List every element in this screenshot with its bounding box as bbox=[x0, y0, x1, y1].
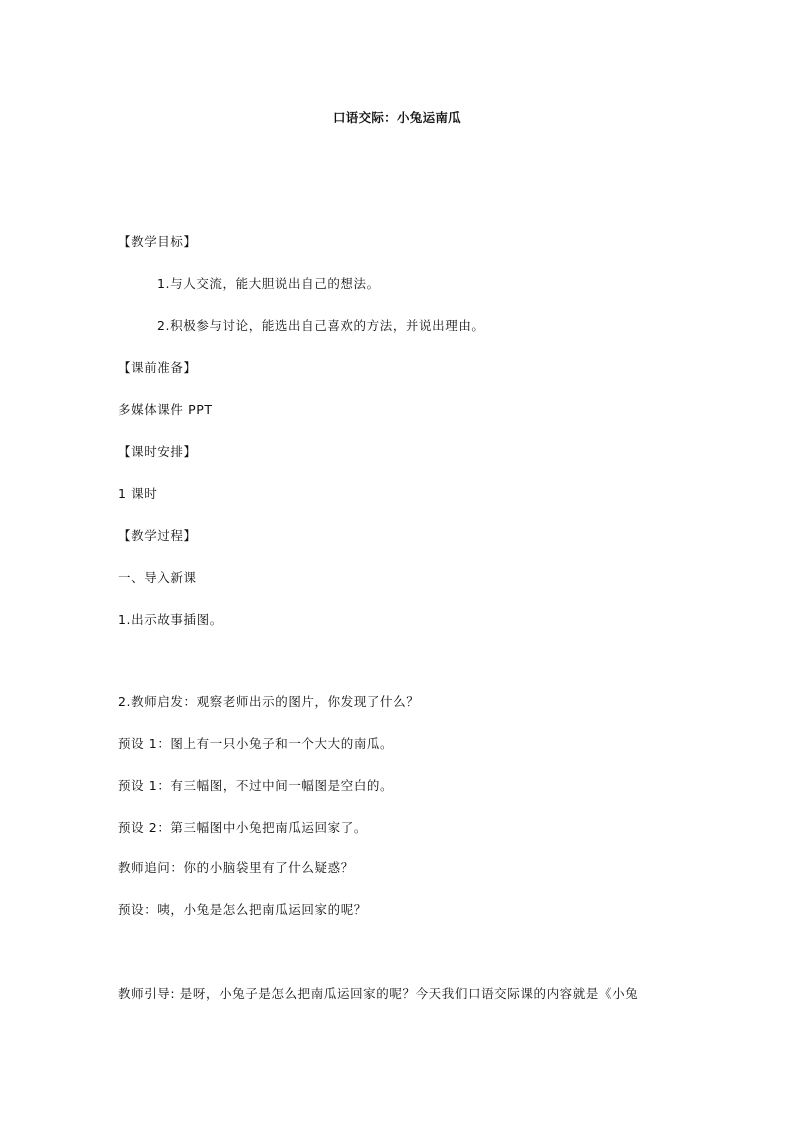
paragraph-line: 教师追问：你的小脑袋里有了什么疑惑？ bbox=[118, 860, 354, 875]
paragraph-line: 预设 1：有三幅图，不过中间一幅图是空白的。 bbox=[118, 778, 394, 793]
paragraph-line: 1.出示故事插图。 bbox=[118, 612, 223, 627]
document-title: 口语交际：小兔运南瓜 bbox=[332, 110, 461, 125]
section-heading-preparation: 【课前准备】 bbox=[118, 360, 197, 375]
schedule-text: 1 课时 bbox=[118, 486, 158, 501]
section-heading-process: 【教学过程】 bbox=[118, 528, 197, 543]
paragraph-line: 预设 1：图上有一只小兔子和一个大大的南瓜。 bbox=[118, 736, 394, 751]
preparation-text: 多媒体课件 PPT bbox=[118, 402, 213, 417]
paragraph-line: 预设：咦，小兔是怎么把南瓜运回家的呢？ bbox=[118, 902, 367, 917]
process-step-heading: 一、导入新课 bbox=[118, 570, 197, 585]
objective-2: 2.积极参与讨论，能选出自己喜欢的方法，并说出理由。 bbox=[157, 318, 485, 333]
section-heading-objectives: 【教学目标】 bbox=[118, 234, 197, 249]
paragraph-line: 2.教师启发：观察老师出示的图片，你发现了什么？ bbox=[118, 694, 420, 709]
section-heading-schedule: 【课时安排】 bbox=[118, 444, 197, 459]
paragraph-line: 教师引导: 是呀，小兔子是怎么把南瓜运回家的呢？今天我们口语交际课的内容就是《小兔 bbox=[118, 986, 639, 1001]
paragraph-line: 预设 2：第三幅图中小兔把南瓜运回家了。 bbox=[118, 820, 367, 835]
objective-1: 1.与人交流，能大胆说出自己的想法。 bbox=[157, 276, 380, 291]
